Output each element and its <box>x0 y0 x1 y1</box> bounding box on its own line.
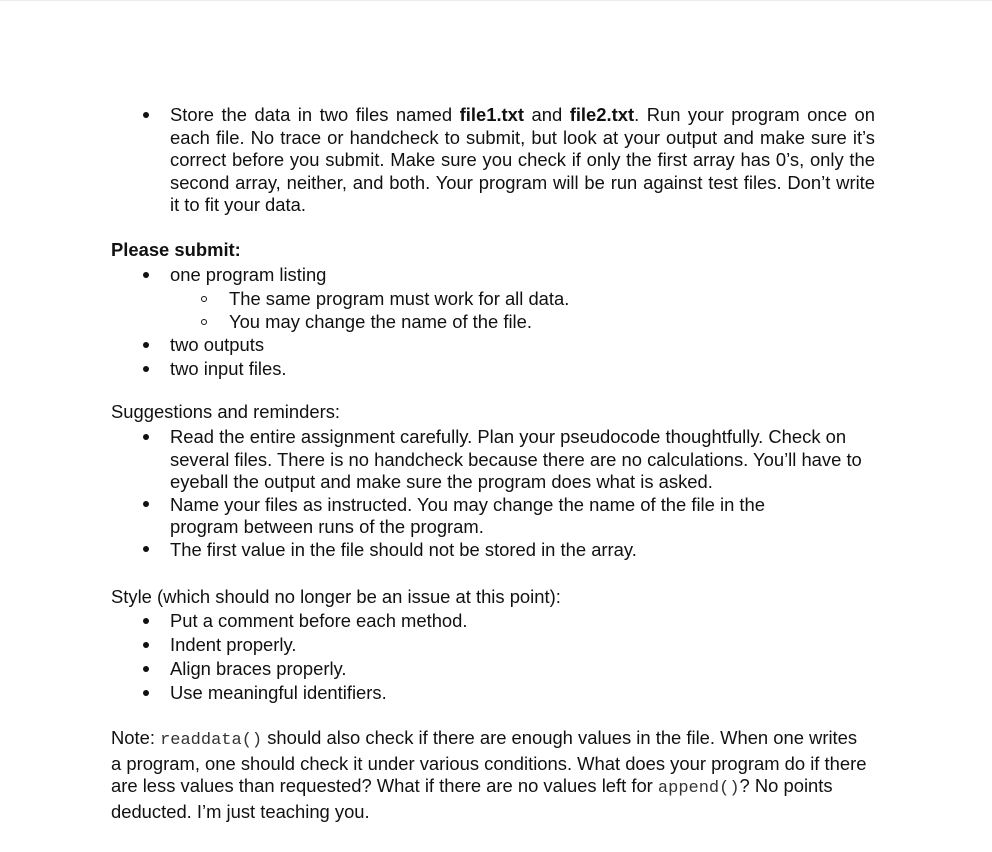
suggestion-first-value: The first value in the file should not be stored in the array. <box>170 538 637 560</box>
submit-subitem-change-name: You may change the name of the file. <box>229 311 532 332</box>
list-item <box>0 658 875 682</box>
hollow-bullet-icon <box>198 311 210 334</box>
intro-text-a: Store the data in two files named <box>170 104 460 125</box>
list-item <box>0 539 875 562</box>
list-item <box>0 634 875 658</box>
list-item <box>0 610 875 634</box>
list-item <box>0 334 875 358</box>
list-item <box>0 264 875 288</box>
list-item <box>0 682 875 706</box>
bullet-icon <box>140 358 152 381</box>
bullet-icon <box>140 610 152 633</box>
code-append: append() <box>657 779 740 798</box>
suggestion-read-carefully: Read the entire assignment carefully. Plan your pseudocode thoughtfully. Check on several files. There is no handcheck because there are no calculations. You’ll have to eyeball the output and make sure the program does what is asked. <box>170 426 862 492</box>
intro-section <box>0 104 992 217</box>
style-heading: Style (which should no longer be an issue at this point): <box>111 586 561 607</box>
list-item <box>0 494 820 539</box>
bullet-icon <box>140 104 152 127</box>
file1-name: file1.txt <box>459 104 525 125</box>
bullet-icon <box>140 658 152 681</box>
file2-name: file2.txt <box>569 104 635 125</box>
bullet-icon <box>140 539 152 562</box>
style-item-braces: Align braces properly. <box>170 658 347 679</box>
suggestion-name-files: Name your files as instructed. You may change the name of the file in the program between runs of the program. <box>170 493 765 537</box>
sub-list-item <box>0 288 879 311</box>
style-item-indent: Indent properly. <box>170 634 297 655</box>
submit-heading: Please submit: <box>111 239 241 260</box>
note-paragraph <box>0 727 871 823</box>
style-item-comment: Put a comment before each method. <box>170 610 468 631</box>
bullet-icon <box>140 334 152 357</box>
suggestions-heading: Suggestions and reminders: <box>111 401 340 422</box>
bullet-icon <box>140 682 152 705</box>
bullet-icon <box>140 494 152 517</box>
note-prefix: Note: <box>111 727 161 748</box>
submit-subitem-same-program: The same program must work for all data. <box>229 288 570 309</box>
code-readdata: readdata() <box>160 731 263 750</box>
list-item <box>0 358 875 382</box>
style-item-identifiers: Use meaningful identifiers. <box>170 682 387 703</box>
bullet-icon <box>140 426 152 449</box>
note-section <box>0 727 992 823</box>
bullet-icon <box>140 634 152 657</box>
list-item <box>0 426 875 494</box>
suggestions-section <box>0 401 992 561</box>
submit-item-input-files: two input files. <box>170 358 287 379</box>
style-section <box>0 586 992 706</box>
note-text-2: ? No points deducted. I’m just teaching you. <box>111 775 833 822</box>
bullet-icon <box>140 264 152 287</box>
intro-text-and: and <box>524 104 570 125</box>
note-text-1: should also check if there are enough values in the file. When one writes a program, one should check it under various conditions. What does your program do if there are less values than requested? What if there are no values left for <box>111 727 867 796</box>
intro-text-b: . Run your program once on each file. No trace or handcheck to submit, but look at your output and make sure it’s correct before you submit. Make sure you check if only the first array has 0’s, only the second array, neither, and both. Your program will be run against test files. Don’t write it to fit your data. <box>170 104 875 215</box>
list-item <box>0 104 875 217</box>
submit-section <box>0 239 992 382</box>
submit-item-outputs: two outputs <box>170 334 265 355</box>
sub-list-item <box>0 311 879 334</box>
hollow-bullet-icon <box>198 288 210 311</box>
submit-item-program: one program listing <box>170 264 327 285</box>
